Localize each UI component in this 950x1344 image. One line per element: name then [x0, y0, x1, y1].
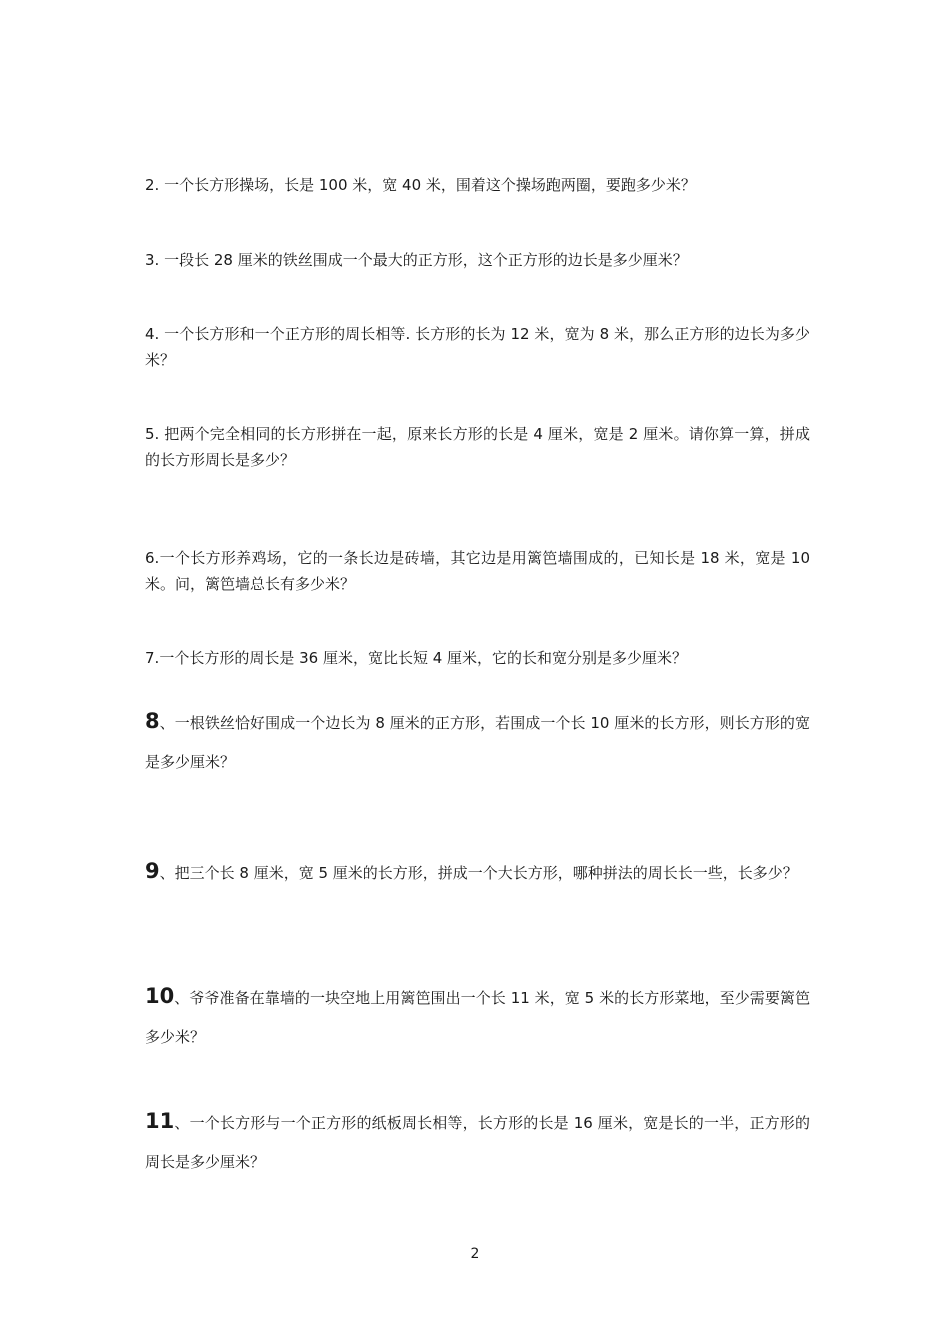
question-text: 把两个完全相同的长方形拼在一起，原来长方形的长是 4 厘米，宽是 2 厘米。请你算一算，拼成的长方形周长是多少？ — [145, 425, 810, 469]
question-text: 一个长方形的周长是 36 厘米，宽比长短 4 厘米，它的长和宽分别是多少厘米？ — [159, 649, 688, 667]
page-number: 2 — [470, 1246, 480, 1262]
question-number: 10 — [145, 984, 175, 1008]
question-number: 2 — [145, 176, 155, 194]
question-8 — [145, 702, 810, 782]
question-9 — [145, 852, 810, 893]
question-separator: 、 — [174, 1114, 190, 1132]
question-separator: . — [154, 176, 165, 194]
question-7 — [145, 645, 810, 671]
question-separator: . — [154, 649, 160, 667]
question-separator: . — [154, 251, 165, 269]
question-4 — [145, 321, 810, 373]
question-separator: 、 — [159, 864, 175, 882]
question-number: 9 — [145, 859, 160, 883]
question-6 — [145, 545, 810, 597]
question-text: 一个长方形养鸡场，它的一条长边是砖墙，其它边是用篱笆墙围成的，已知长是 18 米，宽是 10 米。问，篱笆墙总长有多少米？ — [145, 549, 810, 593]
question-3 — [145, 247, 810, 273]
question-text: 一个长方形与一个正方形的纸板周长相等，长方形的长是 16 厘米，宽是长的一半，正方形的周长是多少厘米？ — [145, 1114, 810, 1171]
question-separator: 、 — [174, 989, 190, 1007]
question-11 — [145, 1102, 810, 1182]
question-number: 8 — [145, 709, 160, 733]
question-number: 3 — [145, 251, 155, 269]
question-2 — [145, 172, 810, 198]
question-text: 一段长 28 厘米的铁丝围成一个最大的正方形，这个正方形的边长是多少厘米？ — [164, 251, 688, 269]
question-text: 一个长方形和一个正方形的周长相等. 长方形的长为 12 米，宽为 8 米，那么正方形的边长为多少米？ — [145, 325, 810, 369]
question-text: 把三个长 8 厘米，宽 5 厘米的长方形，拼成一个大长方形，哪种拼法的周长长一些，长多少？ — [174, 864, 798, 882]
question-text: 一个长方形操场，长是 100 米，宽 40 米，围着这个操场跑两圈，要跑多少米？ — [164, 176, 696, 194]
question-number: 7 — [145, 649, 155, 667]
question-number: 5 — [145, 425, 155, 443]
question-text: 一根铁丝恰好围成一个边长为 8 厘米的正方形，若围成一个长 10 厘米的长方形，则长方形的宽是多少厘米？ — [145, 714, 810, 771]
question-number: 4 — [145, 325, 155, 343]
question-5 — [145, 421, 810, 473]
question-separator: . — [154, 325, 165, 343]
question-separator: 、 — [159, 714, 175, 732]
question-10 — [145, 977, 810, 1057]
question-separator: . — [154, 549, 160, 567]
question-separator: . — [154, 425, 165, 443]
question-number: 11 — [145, 1109, 175, 1133]
question-text: 爷爷准备在靠墙的一块空地上用篱笆围出一个长 11 米，宽 5 米的长方形菜地，至少需要篱笆多少米？ — [145, 989, 810, 1046]
question-number: 6 — [145, 549, 155, 567]
